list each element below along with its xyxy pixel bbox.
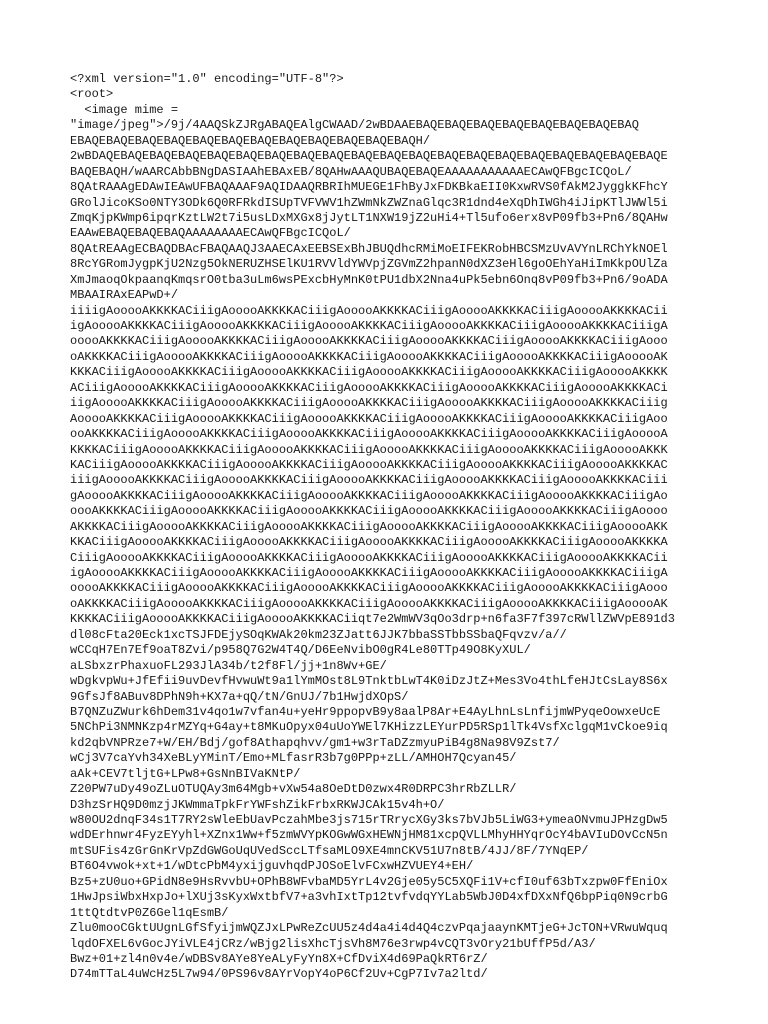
text-line: D3hzSrHQ9D0mzjJKWmmaTpkFrYWFshZikFrbxRKWJCAk15v4h+O/ (70, 797, 445, 812)
text-line: Zlu0mooCGktUUgnLGfSfyijmWQZJxLPwReZcUU5z4d4a4i4d4Q4czvPqajaaynKMTjeG+JcTON+VRwuWquq (70, 921, 668, 936)
text-line: oAKKKKACiiigAooooAKKKKACiiigAooooAKKKKACiiigAooooAKKKKACiiigAooooAKKKKACiiigAooooAK (70, 596, 668, 611)
text-line: ooAKKKKACiiigAooooAKKKKACiiigAooooAKKKKACiiigAooooAKKKKACiiigAooooAKKKKACiiigAooooA (70, 427, 668, 442)
text-line: w80OU2dnqF34s1T7RY2sWleEbUavPczahMbe3js715rTRrycXGy3ks7bVJb5LiWG3+ymeaONvmuJPHzgDw5 (70, 813, 668, 827)
text-line: wCj3V7caYvh34XeBLyYMinT/Emo+MLfasrR3b7g0PPp+zLL/AMHOH7Qcyan45/ (70, 751, 517, 766)
document-page (70, 72, 710, 983)
text-line: CiiigAooooAKKKKACiiigAooooAKKKKACiiigAooooAKKKKACiiigAooooAKKKKACiiigAooooAKKKKACii (70, 550, 668, 565)
text-line: KKKACiiigAooooAKKKKACiiigAooooAKKKKACiiigAooooAKKKKACiiigAooooAKKKKACiiigAooooAKKKK (70, 365, 668, 380)
text-line: KACiiigAooooAKKKKACiiigAooooAKKKKACiiigAooooAKKKKACiiigAooooAKKKKACiiigAooooAKKKKAC (70, 457, 668, 472)
text-line: iiiigAooooAKKKKACiiigAooooAKKKKACiiigAooooAKKKKACiiigAooooAKKKKACiiigAooooAKKKKACii (70, 303, 668, 318)
text-line: EAAwEBAQEBAQEBAQAAAAAAAAECAwQFBgcICQoL/ (70, 226, 351, 241)
text-line: BAQEBAQH/wAARCAbbBNgDASIAAhEBAxEB/8QAHwAAAQUBAQEBAQEAAAAAAAAAAAECAwQFBgcICQoL/ (70, 164, 632, 179)
text-line: AKKKKACiiigAooooAKKKKACiiigAooooAKKKKACiiigAooooAKKKKACiiigAooooAKKKKACiiigAooooAKK (70, 519, 668, 534)
text-line: oooAKKKKACiiigAooooAKKKKACiiigAooooAKKKKACiiigAooooAKKKKACiiigAooooAKKKKACiiigAoooo (70, 504, 668, 519)
text-line: <image mime = (70, 102, 179, 117)
text-line: XmJmaoqOkpaanqKmqsrO0tba3uLm6wsPExcbHyMnK0tPU1dbX2Nna4uPk5ebn6Onq8vP09fb3+Pn6/9oADA (70, 272, 668, 287)
text-line: dl08cFta20Eck1xcTSJFDEjySOqKWAk20km23ZJatt6JJK7bbaSSTbbSSbaQFqvzv/a// (70, 627, 567, 642)
text-line: mtSUFis4zGrGnKrVpZdGWGoUqUVedSccLTfsaMLO9XE4mnCKV51U7n8tB/4JJ/8F/7YNqEP/ (70, 843, 589, 858)
text-line: Z20PW7uDy49oZLuOTUQAy3m64Mgb+vXw54a8OeDtD0zwx4R0DRPC3hrRbZLLR/ (70, 782, 517, 797)
text-line: wdDErhnwr4FyzEYyhl+XZnx1Ww+f5zmWVYpKOGwWGxHEWNjHM81xcpQVLLMhyHHYqrOcY4bAVIuDOvCcN5n (70, 828, 668, 843)
text-line: aLSbxzrPhaxuoFL293JlA34b/t2f8Fl/jj+1n8Wv+GE/ (70, 658, 387, 673)
text-line: Bwz+01+zl4n0v4e/wDBSv8AYe8YeALyFyYn8X+CfDviX4d69PaQkRT6rZ/ (70, 951, 488, 966)
text-line: ooooAKKKKACiiigAooooAKKKKACiiigAooooAKKKKACiiigAooooAKKKKACiiigAooooAKKKKACiiigAooo (70, 581, 668, 596)
text-line: D74mTTaL4uWcHz5L7w94/0PS96v8AYrVopY4oP6Cf2Uv+CgP7Iv7a2ltd/ (70, 967, 488, 982)
text-line: 8RcYGRomJygpKjU2Nzg5OkNERUZHSElKU1RVVldYWVpjZGVmZ2hpanN0dXZ3eHl6goOEhYaHiImKkpOUlZa (70, 257, 668, 272)
text-line: "image/jpeg">/9j/4AAQSkZJRgABAQEAlgCWAAD/2wBDAAEBAQEBAQEBAQEBAQEBAQEBAQEBAQEBAQ (70, 118, 639, 133)
text-line: wCCqH7En7Ef9oaT8Zvi/p958Q7G2W4T4Q/D6EeNvibO0gR4Le80TTp49O8KyXUL/ (70, 643, 531, 658)
text-line: <?xml version="1.0" encoding="UTF-8"?> (70, 72, 344, 86)
text-line: GRolJicoKSo0NTY3ODk6Q0RFRkdISUpTVFVWV1hZWmNkZWZnaGlqc3R1dnd4eXqDhIWGh4iJipKTlJWWl5i (70, 195, 668, 210)
text-line: iiigAooooAKKKKACiiigAooooAKKKKACiiigAooooAKKKKACiiigAooooAKKKKACiiigAooooAKKKKACiii (70, 473, 668, 488)
text-line: Bz5+zU0uo+GPidN8e9HsRvvbU+OPhB8WFvbaMD5YrL4v2Gje05y5C5XQFi1V+cfI0uf63bTxzpw0FfEniOx (70, 874, 668, 889)
text-line: aAk+CEV7tljtG+LPw8+GsNnBIVaKNtP/ (70, 766, 301, 781)
text-line: <root> (70, 87, 114, 102)
text-line: wDgkvpWu+JfEfii9uvDevfHvwuWt9a1lYmMOst8L9TnktbLwT4K0iDzJtZ+Mes3Vo4thLfeHJtCsLay8S6x (70, 674, 668, 689)
text-line: ZmqKjpKWmp6ipqrKztLW2t7i5usLDxMXGx8jJytLT1NXW19jZ2uHi4+Tl5ufo6erx8vP09fb3+Pn6/8QAHw (70, 210, 668, 225)
text-line: 9GfsJf8ABuv8DPhN9h+KX7a+qQ/tN/GnUJ/7b1HwjdXOpS/ (70, 689, 409, 704)
text-line: 2wBDAQEBAQEBAQEBAQEBAQEBAQEBAQEBAQEBAQEBAQEBAQEBAQEBAQEBAQEBAQEBAQEBAQEBAQEBAQEBAQE (70, 149, 668, 164)
text-line: lqdOFXEL6vGocJYiVLE4jCRz/wBjg2lisXhcTjsVh8M76e3rwp4vCQT3vOry21bUffP5d/A3/ (70, 936, 596, 951)
text-line: AooooAKKKKACiiigAooooAKKKKACiiigAooooAKKKKACiiigAooooAKKKKACiiigAooooAKKKKACiiigAoo (70, 411, 668, 426)
text-line: iigAooooAKKKKACiiigAooooAKKKKACiiigAooooAKKKKACiiigAooooAKKKKACiiigAooooAKKKKACiiig (70, 396, 668, 411)
text-line: KKKKACiiigAooooAKKKKACiiigAooooAKKKKACiiigAooooAKKKKACiiigAooooAKKKKACiiigAooooAKKK (70, 442, 668, 457)
text-line: 8QAtREAAgECBAQDBAcFBAQAAQJ3AAECAxEEBSExBhJBUQdhcRMiMoEIFEKRobHBCSMzUvAVYnLRChYkNOEl (70, 241, 668, 256)
text-line: B7QNZuZWurk6hDem31v4qo1w7vfan4u+yeHr9ppopvB9y8aalP8Ar+E4AyLhnLsLnfijmWPyqeOowxeUcE (70, 704, 661, 719)
text-line: igAooooAKKKKACiiigAooooAKKKKACiiigAooooAKKKKACiiigAooooAKKKKACiiigAooooAKKKKACiiigA (70, 319, 668, 333)
text-line: gAooooAKKKKACiiigAooooAKKKKACiiigAooooAKKKKACiiigAooooAKKKKACiiigAooooAKKKKACiiigAo (70, 488, 668, 503)
text-line: KKACiiigAooooAKKKKACiiigAooooAKKKKACiiigAooooAKKKKACiiigAooooAKKKKACiiigAooooAKKKKA (70, 535, 668, 550)
text-line: KKKKACiiigAooooAKKKKACiiigAooooAKKKKACiiqt7e2WmWV3qOo3drp+n6fa3F7f397cRWllZWVpE891d3 (70, 612, 675, 627)
text-line: 1HwJpsiWbxHxpJo+lXUj3sKyxWxtbfV7+a3vhIxtTp12tvfvdqYYLab5WbJ0D4xfDXxNfQ6bpPiq0N9crbG (70, 890, 668, 905)
text-line: 5NChPi3NMNKzp4rMZYq+G4ay+t8MKuOpyx04uUoYWEl7KHizzLEYurPD5RSp1lTk4VsfXclgqM1vCkoe9iq (70, 720, 668, 735)
text-line: MBAAIRAxEAPwD+/ (70, 288, 179, 303)
text-line: kd2qbVNPRze7+W/EH/Bdj/gof8Athapqhvv/gm1+w3rTaDZzmyuPiB4g8Na98V9Zst7/ (70, 735, 560, 750)
text-line: oAKKKKACiiigAooooAKKKKACiiigAooooAKKKKACiiigAooooAKKKKACiiigAooooAKKKKACiiigAooooAK (70, 349, 668, 364)
text-line: 8QAtRAAAgEDAwIEAwUFBAQAAAF9AQIDAAQRBRIhMUEGE1FhByJxFDKBkaEII0KxwRVS0fAkM2JyggkKFhcY (70, 180, 668, 195)
text-line: igAooooAKKKKACiiigAooooAKKKKACiiigAooooAKKKKACiiigAooooAKKKKACiiigAooooAKKKKACiiigA (70, 566, 668, 580)
text-line: ACiiigAooooAKKKKACiiigAooooAKKKKACiiigAooooAKKKKACiiigAooooAKKKKACiiigAooooAKKKKACi (70, 380, 668, 395)
text-line: BT6O4vwok+xt+1/wDtcPbM4yxijguvhqdPJOSoElvFCxwHZVUEY4+EH/ (70, 859, 474, 874)
text-line: 1ttQtdtvP0Z6Gel1qEsmB/ (70, 905, 229, 920)
text-line: EBAQEBAQEBAQEBAQEBAQEBAQEBAQEBAQEBAQEBAQEBAQEBAQH/ (70, 133, 431, 148)
text-line: ooooAKKKKACiiigAooooAKKKKACiiigAooooAKKKKACiiigAooooAKKKKACiiigAooooAKKKKACiiigAooo (70, 334, 668, 349)
